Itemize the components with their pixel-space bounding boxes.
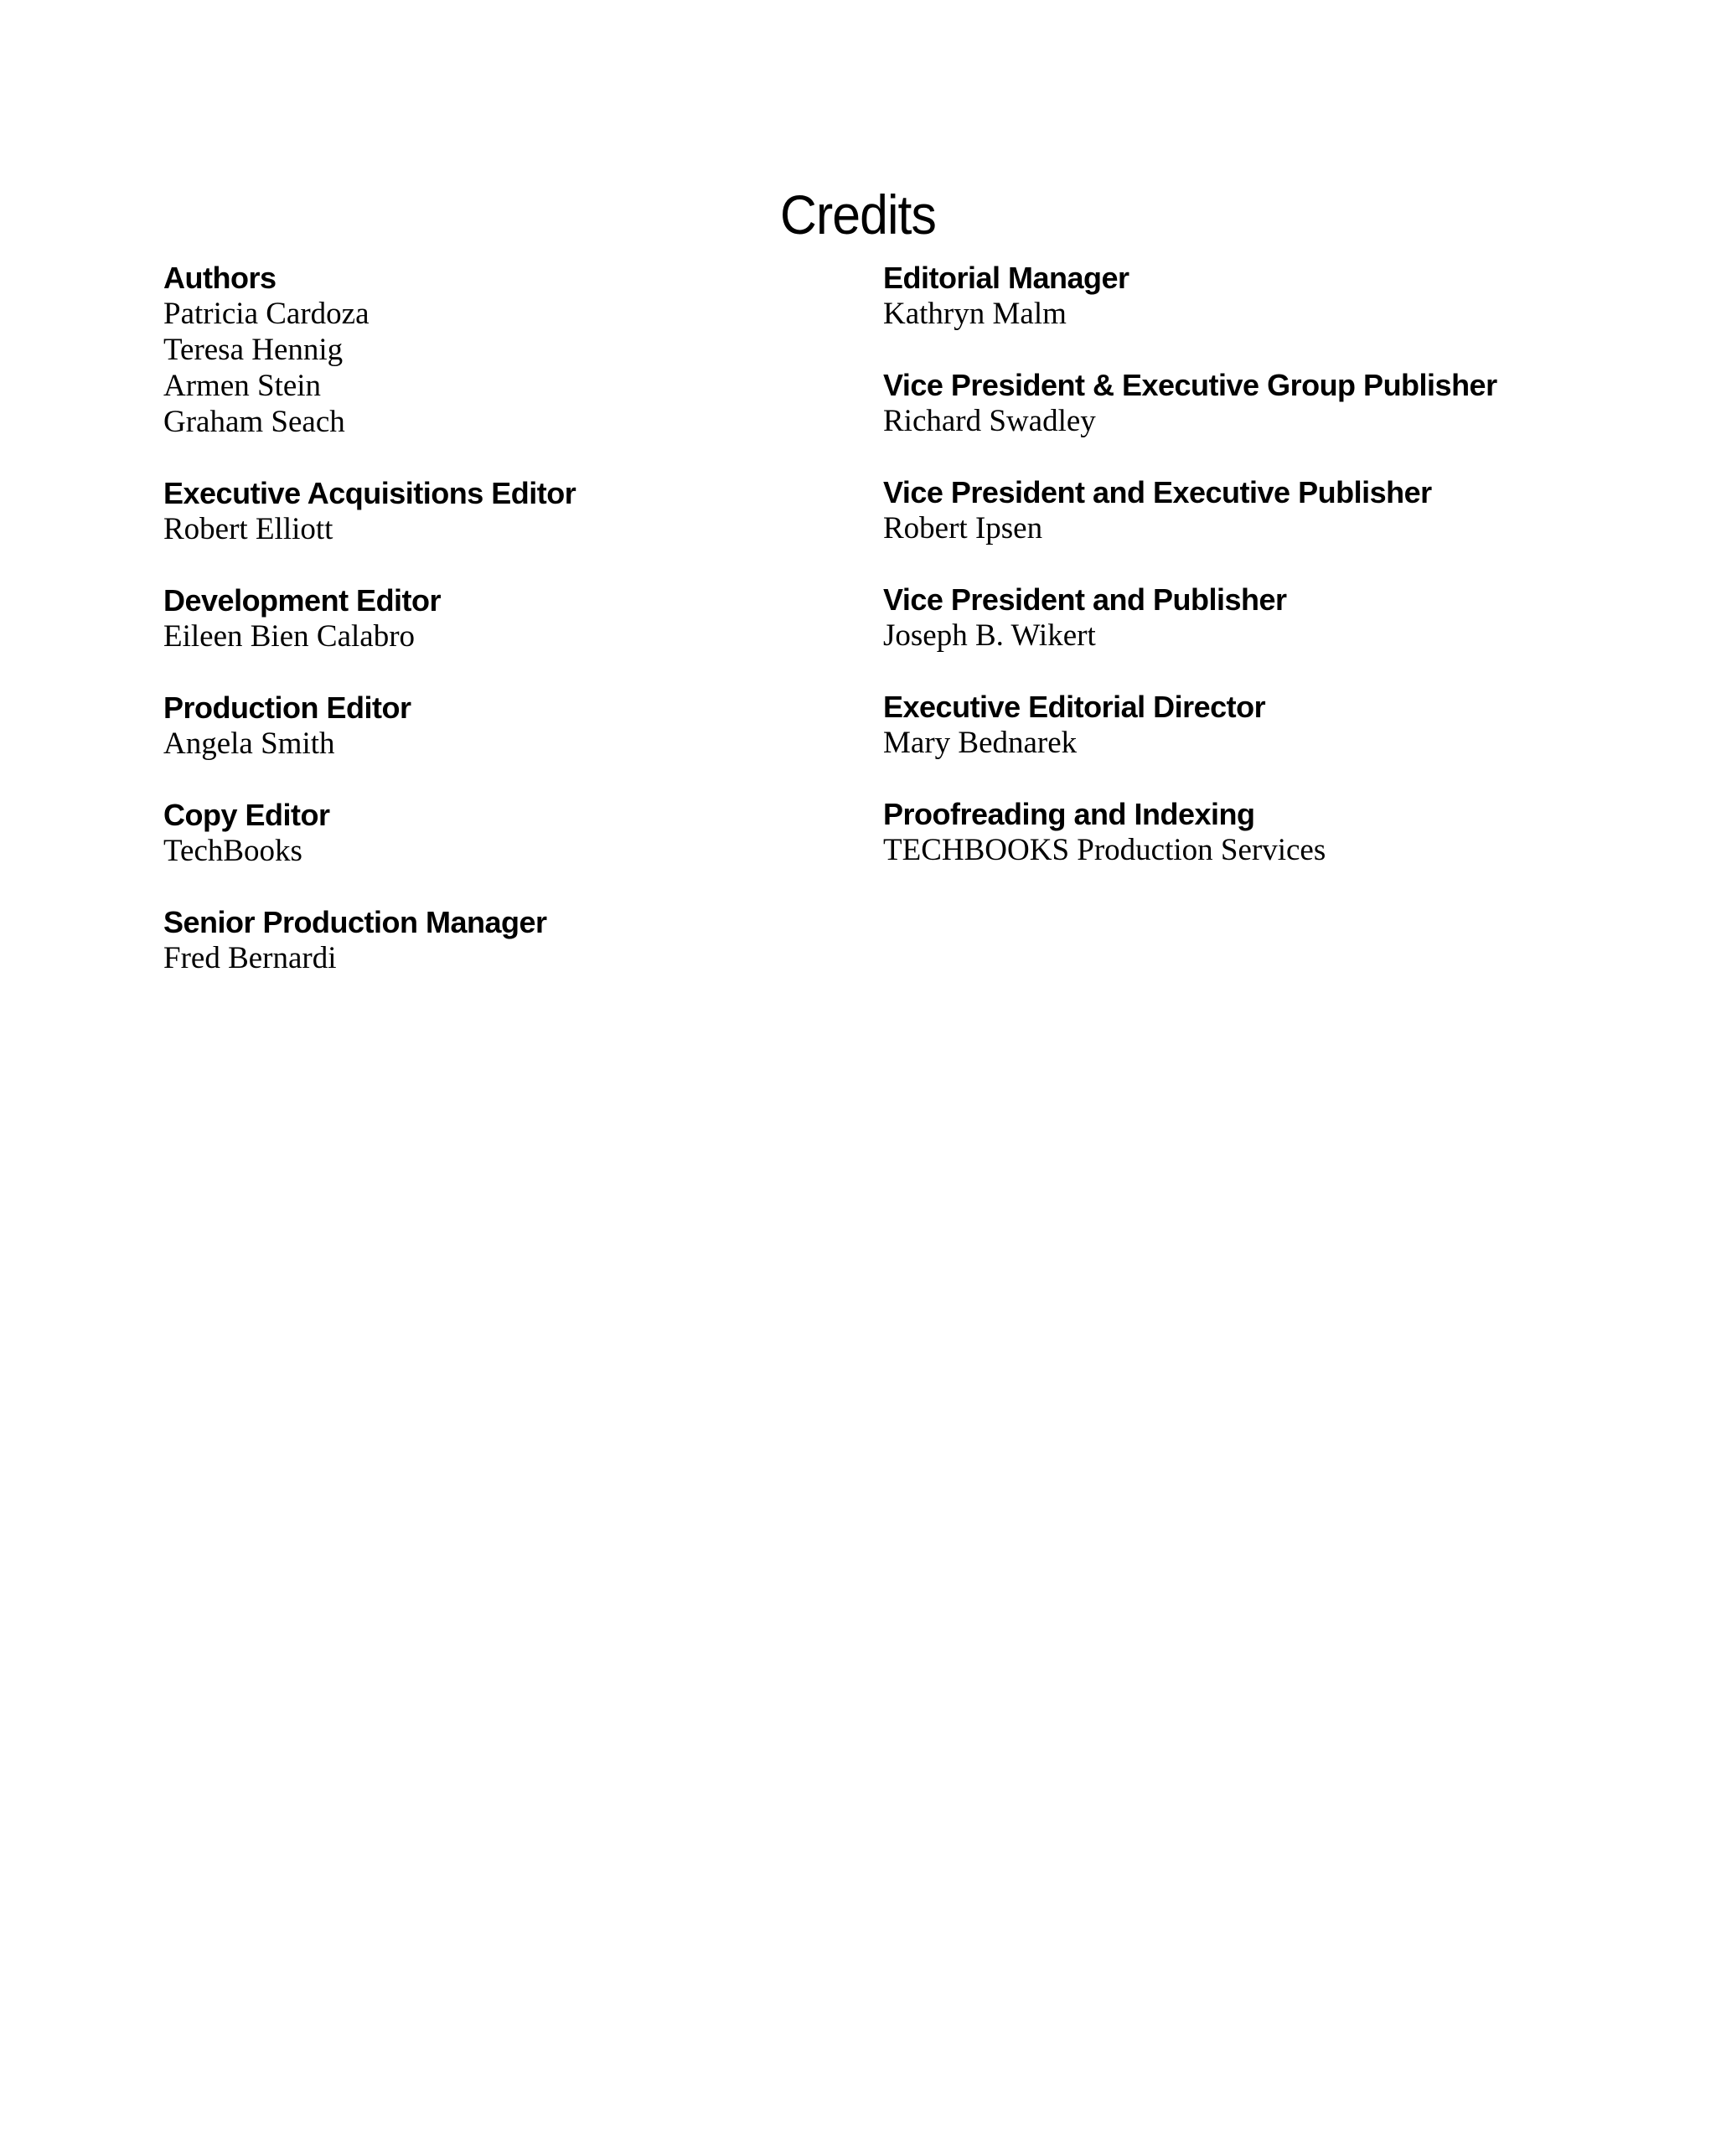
credit-group-executive-editorial-director <box>883 689 1497 761</box>
credit-group-executive-acquisitions-editor <box>163 475 576 547</box>
person-name: Robert Ipsen <box>883 511 1043 545</box>
person-name: TECHBOOKS Production Services <box>883 833 1326 867</box>
credit-group-vp-publisher <box>883 582 1497 654</box>
role-label: Proofreading and Indexing <box>883 797 1255 831</box>
person-name: Fred Bernardi <box>163 941 337 975</box>
person-name: Mary Bednarek <box>883 726 1078 760</box>
role-label: Production Editor <box>163 690 411 725</box>
person-name: Teresa Hennig <box>163 333 344 367</box>
credit-group-copy-editor <box>163 797 576 869</box>
credit-group-development-editor <box>163 582 576 654</box>
credit-group-senior-production-manager <box>163 904 576 976</box>
person-name: Graham Seach <box>163 405 345 439</box>
role-label: Executive Acquisitions Editor <box>163 476 576 510</box>
credit-group-editorial-manager <box>883 260 1497 332</box>
role-label: Executive Editorial Director <box>883 690 1266 724</box>
role-label: Vice President & Executive Group Publisher <box>883 368 1497 402</box>
person-name: Armen Stein <box>163 369 322 403</box>
credit-group-proofreading-indexing <box>883 796 1497 868</box>
credits-right-column <box>883 260 1497 903</box>
role-label: Development Editor <box>163 583 442 618</box>
person-name: Joseph B. Wikert <box>883 618 1096 653</box>
person-name: Patricia Cardoza <box>163 297 370 331</box>
credit-group-vp-executive-group-publisher <box>883 367 1497 439</box>
role-label: Vice President and Executive Publisher <box>883 475 1432 509</box>
credit-group-vp-executive-publisher <box>883 474 1497 546</box>
person-name: Kathryn Malm <box>883 297 1067 331</box>
person-name: TechBooks <box>163 834 302 868</box>
page-title: Credits <box>780 184 936 246</box>
person-name: Robert Elliott <box>163 512 333 546</box>
role-label: Vice President and Publisher <box>883 582 1287 617</box>
role-label: Editorial Manager <box>883 261 1129 295</box>
role-label: Copy Editor <box>163 798 330 832</box>
credits-left-column <box>163 260 576 1011</box>
person-name: Richard Swadley <box>883 404 1096 438</box>
person-name: Eileen Bien Calabro <box>163 619 416 654</box>
role-label: Authors <box>163 261 277 295</box>
person-name: Angela Smith <box>163 726 335 761</box>
credit-group-authors <box>163 260 576 440</box>
role-label: Senior Production Manager <box>163 905 547 939</box>
credit-group-production-editor <box>163 690 576 762</box>
